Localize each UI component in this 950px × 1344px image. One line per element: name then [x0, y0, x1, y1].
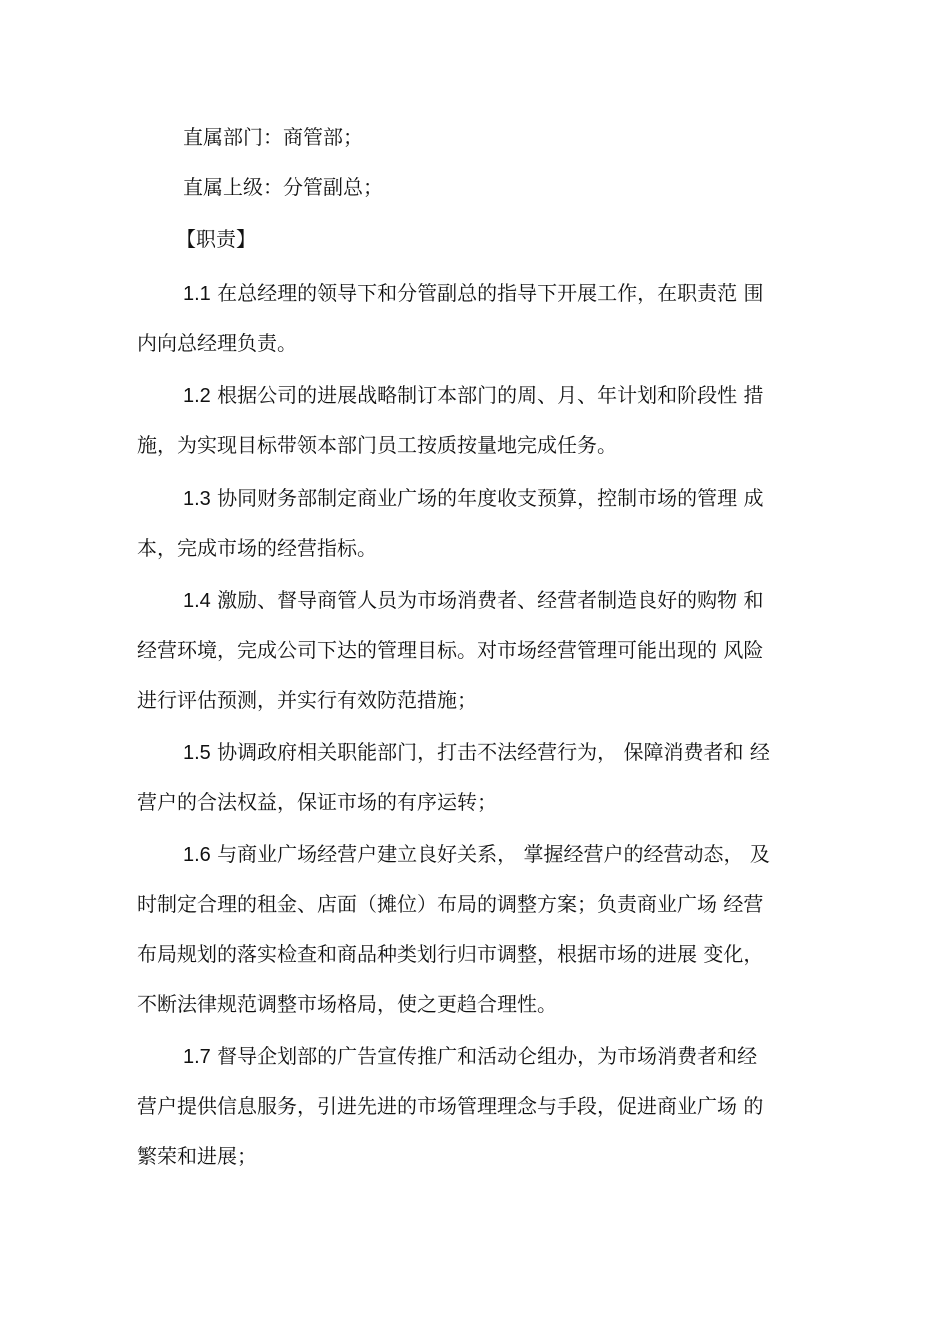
item-1-4-line: 进行评估预测，并实行有效防范措施； [137, 688, 477, 712]
item-text: 协同财务部制定商业广场的年度收支预算，控制市场的管理 成 [217, 486, 764, 510]
item-1-7-line: 营户提供信息服务，引进先进的市场管理理念与手段，促进商业广场 的 [137, 1094, 764, 1118]
item-1-2-line: 施，为实现目标带领本部门员工按质按量地完成任务。 [137, 433, 617, 457]
item-1-7-first-line [183, 1043, 950, 1070]
item-text: 激励、督导商管人员为市场消费者、经营者制造良好的购物 和 [217, 588, 764, 612]
item-text: 督导企划部的广告宣传推广和活动仑组办，为市场消费者和经 [217, 1044, 758, 1068]
item-1-7-line: 繁荣和进展； [137, 1144, 257, 1168]
item-text: 协调政府相关职能部门，打击不法经营行为， 保障消费者和 经 [217, 740, 770, 764]
item-1-2-first-line [183, 382, 950, 409]
superior-line: 直属上级：分管副总； [183, 175, 383, 199]
item-1-4-first-line [183, 587, 950, 614]
item-1-3-line: 本，完成市场的经营指标。 [137, 536, 377, 560]
department-line: 直属部门：商管部； [183, 125, 363, 149]
item-1-4-line: 经营环境，完成公司下达的管理目标。对市场经营管理可能出现的 风险 [137, 638, 764, 662]
item-number: 1.3 [183, 488, 211, 510]
item-number: 1.1 [183, 283, 211, 305]
item-1-3-first-line [183, 485, 950, 512]
duties-heading: 【职责】 [176, 227, 256, 251]
item-number: 1.7 [183, 1046, 211, 1068]
item-1-6-line: 不断法律规范调整市场格局，使之更趋合理性。 [137, 992, 557, 1016]
item-1-5-line: 营户的合法权益，保证市场的有序运转； [137, 790, 497, 814]
item-number: 1.6 [183, 844, 211, 866]
item-number: 1.5 [183, 742, 211, 764]
item-text: 与商业广场经营户建立良好关系， 掌握经营户的经营动态， 及 [217, 842, 770, 866]
item-number: 1.2 [183, 385, 211, 407]
item-1-1-first-line [183, 280, 950, 307]
item-1-1-line: 内向总经理负责。 [137, 331, 297, 355]
item-text: 根据公司的进展战略制订本部门的周、月、年计划和阶段性 措 [217, 383, 764, 407]
item-1-6-line: 时制定合理的租金、店面（摊位）布局的调整方案；负责商业广场 经营 [137, 892, 764, 916]
item-1-6-line: 布局规划的落实检查和商品种类划行归市调整，根据市场的进展 变化， [137, 942, 764, 966]
item-number: 1.4 [183, 590, 211, 612]
item-1-5-first-line [183, 739, 950, 766]
item-text: 在总经理的领导下和分管副总的指导下开展工作，在职责范 围 [217, 281, 764, 305]
item-1-6-first-line [183, 841, 950, 868]
